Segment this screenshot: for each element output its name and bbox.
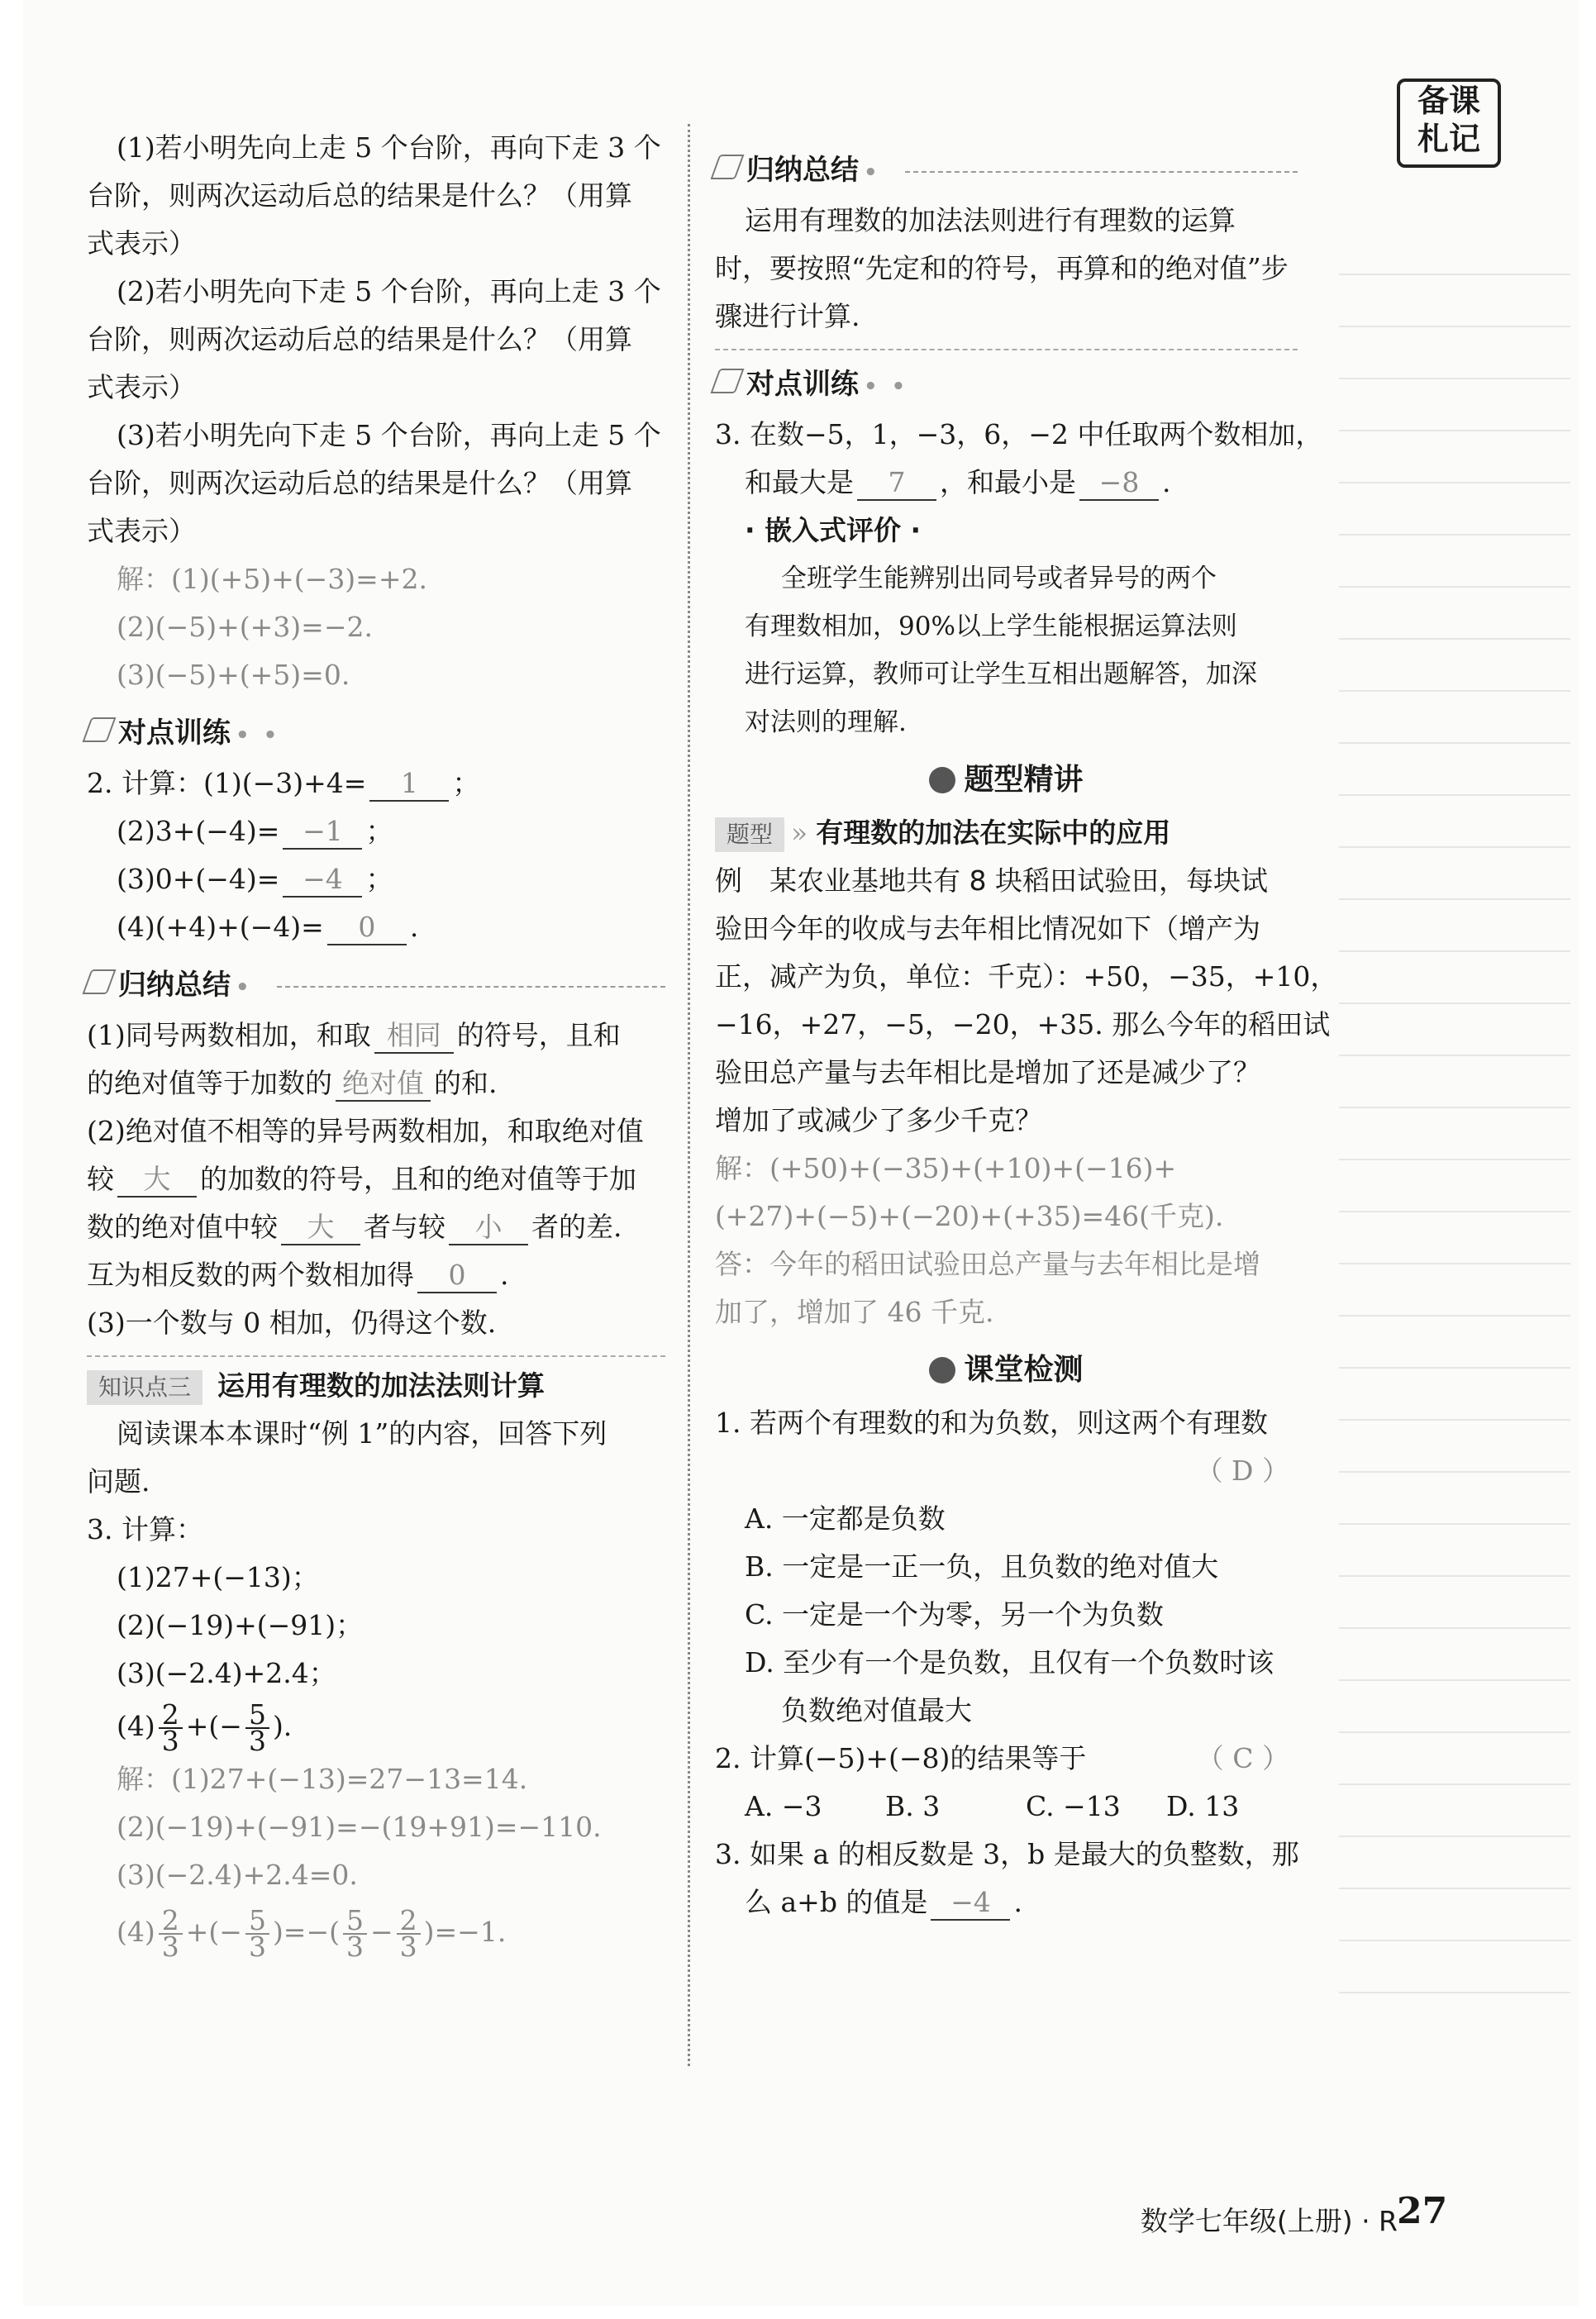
answer-blank: −1 [283,815,362,850]
example-line: 验田今年的收成与去年相比情况如下（增产为 [715,912,1260,945]
answer-blank: 大 [281,1211,360,1245]
reading-line: 阅读课本本课时“例 1”的内容，回答下列 [117,1417,607,1450]
answer-blank: 1 [369,767,449,802]
section-title-class-test: 课堂检测 [715,1346,1298,1394]
fraction: $\frac{2}{3}$ [159,1702,183,1754]
test-1-option-c: C. 一定是一个为零，另一个为负数 [745,1598,1165,1631]
summary-line: (3)一个数与 0 相加，仍得这个数. [87,1307,497,1339]
answer-blank: 0 [327,911,407,945]
answer-blank: 小 [449,1211,528,1245]
knowledge-tag: 知识点三 [87,1370,202,1405]
solution-3-line: 解：(1)27+(−13)=27−13=14. [117,1763,528,1795]
pen-icon [711,369,745,393]
example-solution-line: 答：今年的稻田试验田总产量与去年相比是增 [715,1248,1260,1280]
knowledge-point-3 [87,1362,665,1410]
example-line: 验田总产量与去年相比是增加了还是减少了？ [715,1056,1260,1088]
solution-line: (2)(−5)+(+3)=−2. [117,611,373,643]
answer-blank: −4 [283,863,362,898]
test-1-option-d: 负数绝对值最大 [781,1694,972,1726]
solution-3-line: (4) $\frac{2}{3}$ +(− $\frac{5}{3}$ )=−( $\frac{5}{3}$ − $\frac{2}{3}$ )=−1. [117,1904,507,1963]
question-2-line: (2)若小明先向下走 5 个台阶，再向上走 3 个 [117,275,661,307]
practice-heading: 对点训练 • • [715,360,1298,411]
summary-line: 的绝对值等于加数的 绝对值 的和. [87,1060,665,1107]
test-1-option-b: B. 一定是一正一负，且负数的绝对值大 [745,1550,1219,1583]
dots-icon: • [236,975,253,1000]
pen-icon [711,155,745,179]
answer-blank: −8 [1079,466,1159,501]
example-solution-line: (+27)+(−5)+(−20)+(+35)=46(千克). [715,1200,1224,1232]
test-2-options: A. −3 B. 3 C. −13 D. 13 [745,1790,1240,1822]
exercise-3-head: 3. 计算： [87,1513,203,1545]
example-solution-line: 解：(+50)+(−35)+(+10)+(−16)+ [715,1152,1177,1184]
example-line: 增加了或减少了多少千克？ [715,1104,1042,1136]
summary-line: 时，要按照“先定和的符号，再算和的绝对值”步 [715,252,1289,284]
lesson-notes-badge [1397,79,1501,168]
page-number: 27 [1397,2190,1448,2232]
exercise-3-line: 和最大是 7 ，和最小是 −8 . [715,459,1298,507]
summary-line: (2)绝对值不相等的异号两数相加，和取绝对值 [87,1115,644,1147]
example-line: 例 某农业基地共有 8 块稻田试验田，每块试 [715,864,1268,897]
summary-line: 数的绝对值中较 大 者与较 小 者的差. [87,1203,665,1251]
dots-icon: • • [236,723,281,748]
dashed-rule [87,1355,665,1357]
fraction: $\frac{5}{3}$ [245,1908,269,1959]
evaluation-line: 对法则的理解. [745,707,907,737]
chevron-right-icon: » [791,817,808,849]
exercise-3-item: (2)(−19)+(−91)； [117,1609,364,1641]
example-line: 正，减产为负，单位：千克）：+50，−35，+10， [715,960,1338,993]
fraction: $\frac{2}{3}$ [159,1908,183,1959]
test-3-line: 3. 如果 a 的相反数是 3，b 是最大的负整数，那 [715,1838,1299,1870]
test-3-line: 么 a+b 的值是 −4 . [715,1879,1298,1926]
test-2-stem: 2. 计算(−5)+(−8)的结果等于 （ C ） [715,1735,1298,1783]
summary-line: 互为相反数的两个数相加得 0 . [87,1251,665,1299]
dashed-rule [905,171,1298,173]
answer-blank: −4 [931,1886,1010,1921]
problem-type-line: 题型 » 有理数的加法在实际中的应用 [715,809,1298,857]
evaluation-line: 全班学生能辨别出同号或者异号的两个 [781,564,1217,593]
answer-blank: 0 [417,1259,497,1293]
evaluation-line: 进行运算，教师可让学生互相出题解答，加深 [745,660,1257,689]
exercise-3-item: (1)27+(−13)； [117,1561,319,1593]
summary-line: 骤进行计算. [715,300,860,332]
exercise-2-line: (4)(+4)+(−4)= 0 . [87,903,665,951]
question-1-line: (1)若小明先向上走 5 个台阶，再向下走 3 个 [117,131,661,164]
right-column [715,136,1338,1926]
exercise-3-item: (4) $\frac{2}{3}$ +(− $\frac{5}{3}$ ). [117,1698,293,1757]
dots-icon: • [864,160,881,185]
exercise-3-item: (3)(−2.4)+2.4； [117,1657,336,1689]
exercise-2-line: 2. 计算：(1)(−3)+4= 1 ； [87,760,665,807]
notes-ruled-lines [1339,223,1570,2041]
practice-heading: 对点训练 • • [87,709,665,760]
answer-blank: 相同 [374,1019,454,1054]
footer-subject: 数学七年级(上册) · R [1140,2205,1398,2237]
summary-line: (1)同号两数相加，和取 相同 的符号，且和 [87,1012,665,1060]
exercise-3-line: 3. 在数−5，1，−3，6，−2 中任取两个数相加， [715,418,1323,450]
section-icon [929,767,955,793]
question-2-line: 式表示） [87,371,196,403]
section-title-problem-types: 题型精讲 [715,756,1298,804]
fraction: $\frac{2}{3}$ [397,1908,421,1959]
summary-heading: 归纳总结 • [715,146,1298,197]
test-1-stem: 1. 若两个有理数的和为负数，则这两个有理数 [715,1407,1268,1439]
test-1-answer: （ D ） [1195,1455,1289,1487]
exercise-2-line: (3)0+(−4)= −4 ； [87,855,665,903]
fraction: $\frac{5}{3}$ [245,1702,269,1754]
summary-heading: 归纳总结 • [87,961,665,1012]
solution-3-line: (2)(−19)+(−91)=−(19+91)=−110. [117,1811,602,1843]
test-1-option-a: A. 一定都是负数 [745,1502,946,1535]
summary-line: 运用有理数的加法法则进行有理数的运算 [745,204,1236,236]
exercise-2-line: (2)3+(−4)= −1 ； [87,807,665,855]
solution-line: 解：(1)(+5)+(−3)=+2. [117,563,427,595]
answer-blank: 大 [117,1163,197,1198]
type-tag: 题型 [715,817,784,852]
example-line: −16，+27，−5，−20，+35. 那么今年的稻田试 [715,1008,1331,1040]
evaluation-line: 有理数相加，90%以上学生能根据运算法则 [745,612,1237,641]
question-2-line: 台阶，则两次运动后总的结果是什么？（用算 [87,323,632,355]
answer-blank: 绝对值 [336,1067,431,1102]
knowledge-title: 运用有理数的加法法则计算 [217,1369,545,1402]
pen-icon [83,717,117,742]
question-1-line: 台阶，则两次运动后总的结果是什么？（用算 [87,179,632,212]
badge-line-2: 札记 [1417,121,1480,157]
question-3-line: 台阶，则两次运动后总的结果是什么？（用算 [87,467,632,499]
fraction: $\frac{5}{3}$ [343,1908,367,1959]
summary-line: 较 大 的加数的符号，且和的绝对值等于加 [87,1155,665,1203]
dashed-rule [715,349,1298,350]
dashed-rule [277,986,665,988]
answer-blank: 7 [857,466,936,501]
question-3-line: 式表示） [87,515,196,547]
test-2-answer: （ C ） [1196,1742,1289,1774]
left-column [87,124,665,1965]
question-1-line: 式表示） [87,227,196,260]
question-3-line: (3)若小明先向下走 5 个台阶，再向上走 5 个 [117,419,661,451]
badge-line-1: 备课 [1417,83,1480,119]
embedded-evaluation-title: · 嵌入式评价 · [745,514,922,546]
column-divider [688,124,690,2066]
section-icon [929,1357,955,1383]
reading-line: 问题. [87,1465,150,1498]
dots-icon: • • [864,374,909,399]
solution-3-line: (3)(−2.4)+2.4=0. [117,1859,358,1891]
solution-line: (3)(−5)+(+5)=0. [117,659,350,691]
pen-icon [83,969,117,994]
example-solution-line: 加了，增加了 46 千克. [715,1296,994,1328]
test-1-option-d: D. 至少有一个是负数，且仅有一个负数时该 [745,1646,1274,1679]
